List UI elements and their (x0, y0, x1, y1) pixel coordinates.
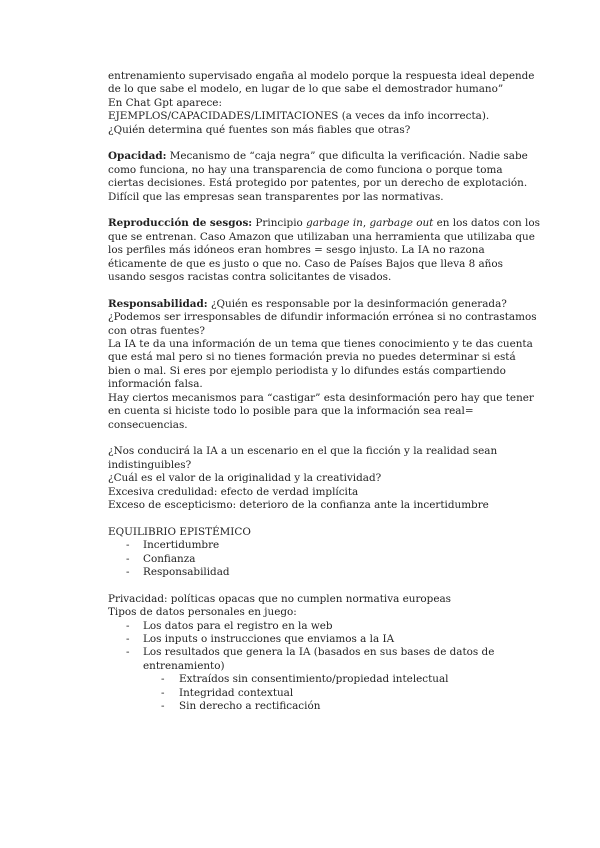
responsabilidad-question: ¿Podemos ser irresponsables de difundir información errónea si no contrastamos con otras fuentes? (108, 311, 537, 337)
equilibrio-title: EQUILIBRIO EPISTÉMICO (108, 525, 251, 538)
sesgos-comma: , (362, 217, 370, 230)
responsabilidad-explanation: La IA te da una información de un tema que tienes conocimiento y te das cuenta que está mal pero si no tienes formación previa no puedes determinar si está bien o mal. Si eres por ejemplo periodista y lo difundes estás compartiendo información falsa. (108, 338, 533, 391)
sesgos-label: Reproducción de sesgos: (108, 217, 253, 230)
equilibrio-list (108, 539, 540, 579)
intro-quote: entrenamiento supervisado engaña al modelo porque la respuesta ideal depende de lo que sabe el modelo, en lugar de lo que sabe el demostrador humano” (108, 70, 535, 96)
intro-question: ¿Quién determina qué fuentes son más fiables que otras? (108, 123, 411, 136)
list-item: - Responsabilidad (108, 566, 540, 579)
opacidad-text: Mecanismo de “caja negra” que dificulta la verificación. Nadie sabe como funciona, no hay una transparencia de como funciona o porque toma ciertas decisiones. Está protegido por patentes, por un derecho de explotación. Difícil que las empresas sean transparentes por las normativas. (108, 150, 528, 203)
datos-list (108, 620, 540, 714)
resultados-sublist (143, 673, 540, 713)
list-item: - Los inputs o instrucciones que enviamos a la IA (108, 633, 540, 646)
responsabilidad-mechanisms: Hay ciertos mecanismos para “castigar” esta desinformación pero hay que tener en cuenta si hiciste todo lo posible para que la información sea real= consecuencias. (108, 391, 534, 431)
responsabilidad-label: Responsabilidad: (108, 297, 208, 310)
list-item-text: Los resultados que genera la IA (basados en sus bases de datos de entrenamiento) (143, 646, 495, 672)
sesgos-paragraph (108, 217, 540, 284)
list-item: - Incertidumbre (108, 539, 540, 552)
ficcion-question: ¿Nos conducirá la IA a un escenario en el que la ficción y la realidad sean indistinguibles? (108, 445, 498, 471)
list-item: - Los datos para el registro en la web (108, 620, 540, 633)
intro-examples: EJEMPLOS/CAPACIDADES/LIMITACIONES (a veces da info incorrecta). (108, 110, 490, 123)
sublist-item: - Extraídos sin consentimiento/propiedad intelectual (143, 673, 540, 686)
intro-chatgpt: En Chat Gpt aparece: (108, 96, 222, 109)
list-item: - Confianza (108, 553, 540, 566)
escepticismo-line: Exceso de escepticismo: deterioro de la confianza ante la incertidumbre (108, 498, 489, 511)
responsabilidad-paragraph (108, 298, 540, 311)
sublist-item: - Integridad contextual (143, 687, 540, 700)
tipos-datos-line: Tipos de datos personales en juego: (108, 606, 297, 619)
sesgos-text: en los datos con los que se entrenan. Caso Amazon que utilizaban una herramienta que utilizaba que los perfiles más idóneos eran hombres = sesgo injusto. La IA no razona éticamente de que es justo o que no. Caso de Países Bajos que lleva 8 años usando sesgos racistas contra solicitantes de visados. (108, 217, 540, 284)
sublist-item: - Sin derecho a rectificación (143, 700, 540, 713)
credulidad-line: Excesiva credulidad: efecto de verdad implícita (108, 485, 359, 498)
opacidad-paragraph (108, 150, 540, 204)
document-body (108, 70, 540, 713)
opacidad-label: Opacidad: (108, 150, 167, 163)
privacidad-line: Privacidad: políticas opacas que no cumplen normativa europeas (108, 592, 451, 605)
responsabilidad-text: ¿Quién es responsable por la desinformación generada? (207, 297, 507, 310)
sesgos-italic-2: garbage out (369, 217, 434, 230)
sesgos-italic-1: garbage in (306, 217, 363, 230)
originalidad-question: ¿Cuál es el valor de la originalidad y la creatividad? (108, 472, 382, 485)
sesgos-prefix: Principio (252, 217, 307, 230)
list-item (108, 646, 540, 713)
